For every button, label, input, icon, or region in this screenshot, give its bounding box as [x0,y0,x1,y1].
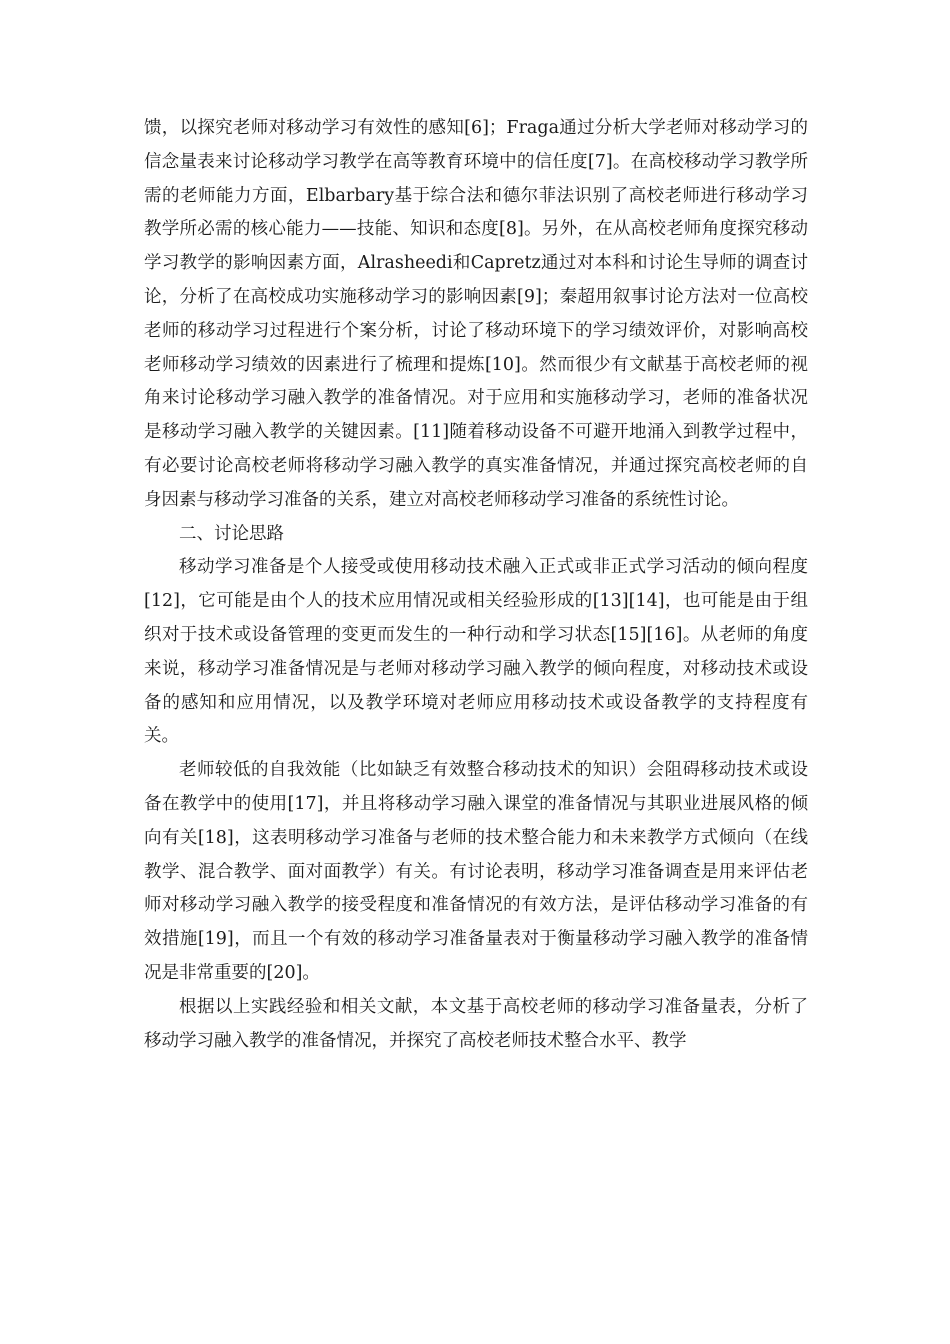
paragraph-readiness-definition: 移动学习准备是个人接受或使用移动技术融入正式或非正式学习活动的倾向程度[12]，它可能是由个人的技术应用情况或相关经验形成的[13][14]，也可能是由于组织对于技术或设备管理的变更而发生的一种行动和学习状态[15][16]。从老师的角度来说，移动学习准备情况是与老师对移动学习融入教学的倾向程度，对移动技术或设备的感知和应用情况，以及教学环境对老师应用移动技术或设备教学的支持程度有关。 [144,557,808,747]
document-page [144,112,808,1058]
paragraph-self-efficacy: 老师较低的自我效能（比如缺乏有效整合移动技术的知识）会阻碍移动技术或设备在教学中的使用[17]，并且将移动学习融入课堂的准备情况与其职业进展风格的倾向有关[18]，这表明移动学习准备与老师的技术整合能力和未来教学方式倾向（在线教学、混合教学、面对面教学）有关。有讨论表明，移动学习准备调查是用来评估老师对移动学习融入教学的接受程度和准备情况的有效方法，是评估移动学习准备的有效措施[19]，而且一个有效的移动学习准备量表对于衡量移动学习融入教学的准备情况是非常重要的[20]。 [144,760,808,983]
section-heading: 二、讨论思路 [179,523,284,544]
paragraph-continuation: 馈，以探究老师对移动学习有效性的感知[6]；Fraga通过分析大学老师对移动学习的信念量表来讨论移动学习教学在高等教育环境中的信任度[7]。在高校移动学习教学所需的老师能力方面，Elbarbary基于综合法和德尔菲法识别了高校老师进行移动学习教学所必需的核心能力——技能、知识和态度[8]。另外，在从高校老师角度探究移动学习教学的影响因素方面，Alrasheedi和Capretz通过对本科和讨论生导师的调查讨论，分析了在高校成功实施移动学习的影响因素[9]；秦超用叙事讨论方法对一位高校老师的移动学习过程进行个案分析，讨论了移动环境下的学习绩效评价，对影响高校老师移动学习绩效的因素进行了梳理和提炼[10]。然而很少有文献基于高校老师的视角来讨论移动学习融入教学的准备情况。对于应用和实施移动学习，老师的准备状况是移动学习融入教学的关键因素。[11]随着移动设备不可避开地涌入到教学过程中，有必要讨论高校老师将移动学习融入教学的真实准备情况，并通过探究高校老师的自身因素与移动学习准备的关系，建立对高校老师移动学习准备的系统性讨论。 [144,118,808,510]
paragraph-study-basis: 根据以上实践经验和相关文献，本文基于高校老师的移动学习准备量表，分析了移动学习融入教学的准备情况，并探究了高校老师技术整合水平、教学 [144,996,808,1051]
